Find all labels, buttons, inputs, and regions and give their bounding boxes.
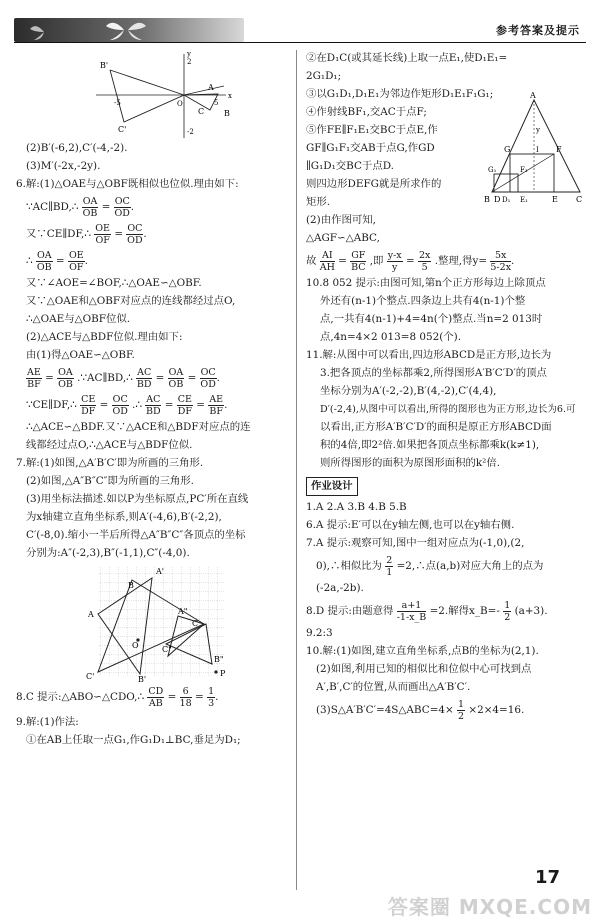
- label-p: P: [220, 669, 226, 678]
- butterfly-icon: [14, 18, 244, 42]
- label-o: O: [132, 641, 139, 650]
- text-line: (-2a,-2b).: [316, 582, 364, 594]
- text-line: 为x轴建立直角坐标系,则A′(-4,6),B′(-2,2),: [26, 511, 222, 523]
- label-b: B: [128, 581, 134, 590]
- text-line: ⑤作FE∥F₁E₁交BC于点E,作: [306, 124, 438, 136]
- column-divider: [296, 50, 297, 890]
- header-rule: [14, 42, 586, 43]
- label-y: y: [187, 50, 191, 58]
- label-x: x: [228, 92, 232, 100]
- text-line: GF∥G₁F₁交AB于点G,作GD: [306, 142, 435, 154]
- text-line: A′,B′,C′的位置,从而画出△A′B′C′.: [316, 681, 471, 693]
- label-c: C: [192, 619, 199, 628]
- label-b-prime: B': [100, 61, 109, 70]
- label-f1: F₁: [520, 166, 528, 174]
- label-g: G: [504, 145, 511, 154]
- header-banner: [14, 18, 244, 42]
- text-line: (3)M′(-2x,-2y).: [26, 160, 101, 172]
- label-c-dprime: C": [162, 645, 172, 654]
- right-column: [306, 50, 588, 724]
- text-line: 1.A 2.A 3.B 4.B 5.B: [306, 501, 407, 513]
- text-line: 积的4倍,即2²倍.如果把各顶点坐标都乘k(k≠1),: [320, 439, 540, 451]
- text-line: ④作射线BF₁,交AC于点F;: [306, 106, 427, 118]
- label-neg2: -2: [187, 128, 194, 136]
- label-i: I: [536, 146, 539, 154]
- text-line: ∴△OAE与△OBF位似.: [26, 313, 131, 325]
- math-line: ∵AC∥BD,∴ $\frac{OA}{OB}$ = $\frac{OC}{OD}$ .: [26, 195, 135, 219]
- math-line: $\frac{AE}{BF}$ = $\frac{OA}{OB}$ .∵AC∥BD,∴ $\frac{AC}{BD}$ = $\frac{OA}{OB}$ = $\frac{OC}{OD}$ .: [27, 366, 220, 390]
- math-line: 0),∴相似比为 $\frac{2}{1}$ =2,∴点(a,b)对应大角上的点为: [316, 554, 544, 578]
- text-line: 7.解:(1)如图,△A′B′C′即为所画的三角形.: [16, 457, 204, 469]
- label-a: A: [88, 610, 94, 619]
- text-line: 矩形.: [306, 196, 331, 208]
- label-c: C: [198, 107, 205, 116]
- label-d1: D₁: [502, 196, 511, 204]
- math-line: ∴ $\frac{OA}{OB}$ = $\frac{OE}{OF}$ .: [26, 249, 88, 273]
- text-line: D′(-2,4),从图中可以看出,所得的图形也为正方形,边长为6.可: [320, 404, 576, 415]
- math-line: ∵CE∥DF,∴ $\frac{CE}{DF}$ = $\frac{OC}{OD}$ .∴ $\frac{AC}{BD}$ = $\frac{CE}{DF}$ = $\frac{AE}{BF}$ .: [26, 393, 228, 417]
- text-line: 7.A 提示:观察可知,图中一组对应点为(-1,0),(2,: [306, 537, 525, 549]
- text-line: 10.8 052 提示:由图可知,第n个正方形每边上除顶点: [306, 277, 546, 289]
- text-line: (2)如图,△A″B″C″即为所画的三角形.: [26, 475, 194, 487]
- label-b: B: [224, 109, 230, 118]
- text-line: ∴△ACE∽△BDF.又∵△ACE和△BDF对应点的连: [26, 421, 251, 433]
- text-line: 线都经过点O,∴△ACE与△BDF位似.: [26, 439, 193, 451]
- text-line: (2)B′(-6,2),C′(-4,-2).: [26, 142, 128, 154]
- math-line: 8.D 提示:由题意得 $\frac{a+1}{-1-x\_B}$ =2.解得x_B=- $\frac{1}{2}$ (a+3).: [306, 599, 548, 623]
- section-heading: 作业设计: [306, 477, 358, 496]
- label-c-prime: C': [86, 672, 95, 681]
- page-number: 17: [534, 867, 560, 888]
- label-b: B: [484, 195, 490, 204]
- text-line: 点,一共有4(n-1)+4=4n(个)整点.当n=2 013时: [320, 313, 543, 325]
- text-line: 9.2:3: [306, 627, 333, 639]
- label-f: F: [556, 145, 562, 154]
- label-a: A: [530, 92, 536, 100]
- text-line: (2)如图,利用已知的相似比和位似中心可找到点: [316, 663, 532, 675]
- text-line: △AGF∽△ABC,: [306, 232, 380, 244]
- label-c-prime: C': [118, 125, 127, 134]
- label-e: E: [552, 195, 558, 204]
- label-five: 5: [214, 99, 219, 107]
- text-line: 又∵△OAE和△OBF对应点的连线都经过点O,: [26, 295, 236, 307]
- watermark: 答案圈 MXQE.COM: [387, 895, 592, 919]
- left-column: [16, 50, 288, 750]
- text-line: 3.把各顶点的坐标都乘2,所得图形A′B′C′D′的顶点: [320, 367, 547, 379]
- math-line: 故 $\frac{AI}{AH}$ = $\frac{GF}{BC}$ ,即 $\frac{y-x}{y}$ = $\frac{2x}{5}$ .整理,得y= $\frac{5x}{5-2x}$ .: [306, 249, 515, 273]
- construction-block: [306, 86, 588, 211]
- header-title: 参考答案及提示: [496, 24, 580, 37]
- text-line: 坐标分别为A′(-2,-2),B′(4,-2),C′(4,4),: [320, 385, 497, 397]
- label-o: O: [177, 100, 183, 108]
- text-line: 9.解:(1)作法:: [16, 716, 79, 728]
- text-line: (3)用坐标法描述.如以P为坐标原点,PC′所在直线: [26, 493, 249, 505]
- text-line: 外还有(n-1)个整点.四条边上共有4(n-1)个整: [320, 295, 526, 307]
- text-line: (2)△ACE与△BDF位似.理由如下:: [26, 331, 183, 343]
- page-header: [0, 0, 600, 44]
- text-line: ∥G₁D₁交BC于点D.: [306, 160, 394, 172]
- math-line: 8.C 提示:△ABO∽△CDO,∴ $\frac{CD}{AB}$ = $\frac{6}{18}$ = $\frac{1}{3}$ .: [16, 685, 219, 709]
- text-line: 由(1)得△OAE∽△OBF.: [26, 349, 135, 361]
- text-line: ①在AB上任取一点G₁,作G₁D₁⊥BC,垂足为D₁;: [26, 734, 241, 746]
- label-b-dprime: B": [214, 655, 224, 664]
- text-line: ③以G₁D₁,D₁E₁为邻边作矩形D₁E₁F₁G₁;: [306, 88, 494, 100]
- math-line: 又∵CE∥DF,∴ $\frac{OE}{OF}$ = $\frac{OC}{OD}$ .: [26, 222, 147, 246]
- math-line: (3)S△A′B′C′=4S△ABC=4× $\frac{1}{2}$ ×2×4=16.: [316, 698, 525, 722]
- label-two: 2: [187, 58, 192, 66]
- text-line: 6.A 提示:E′可以在y轴左侧,也可以在y轴右侧.: [306, 519, 515, 531]
- label-neg5: -5: [114, 99, 121, 107]
- label-e1: E₁: [520, 196, 528, 204]
- text-line: 则所得图形的面积为原图形面积的k²倍.: [320, 457, 501, 469]
- text-line: 分别为:A″(-2,3),B″(-1,1),C″(-4,0).: [26, 547, 190, 559]
- text-line: 2G₁D₁;: [306, 70, 342, 82]
- text-line: 11.解:从图中可以看出,四边形ABCD是正方形,边长为: [306, 349, 552, 361]
- label-y: y: [536, 126, 540, 134]
- label-c: C: [576, 195, 583, 204]
- label-d-d1: D: [494, 195, 501, 204]
- triangle-figure-3: [484, 92, 584, 204]
- text-line: 以看出,正方形A′B′C′D′的面积是原正方形ABCD面: [320, 421, 552, 433]
- text-line: C′(-8,0).缩小一半后所得△A″B″C″各顶点的坐标: [26, 529, 246, 541]
- text-line: 6.解:(1)△OAE与△OBF既相似也位似.理由如下:: [16, 178, 239, 190]
- label-b-prime: B': [138, 675, 147, 682]
- label-a: A: [208, 83, 214, 92]
- text-line: 又∵∠AOE=∠BOF,∴△OAE∽△OBF.: [26, 277, 202, 289]
- label-g1: G₁: [488, 166, 497, 174]
- text-line: 点,4n=4×2 013=8 052(个).: [320, 331, 462, 343]
- text-line: 10.解:(1)如图,建立直角坐标系,点B的坐标为(2,1).: [306, 645, 539, 657]
- label-a-prime: A': [156, 567, 164, 576]
- label-a-dprime: A": [178, 607, 188, 616]
- text-line: ②在D₁C(或其延长线)上取一点E₁,使D₁E₁=: [306, 52, 508, 64]
- text-line: 则四边形DEFG就是所求作的: [306, 178, 442, 190]
- text-line: (2)由作图可知,: [306, 214, 376, 226]
